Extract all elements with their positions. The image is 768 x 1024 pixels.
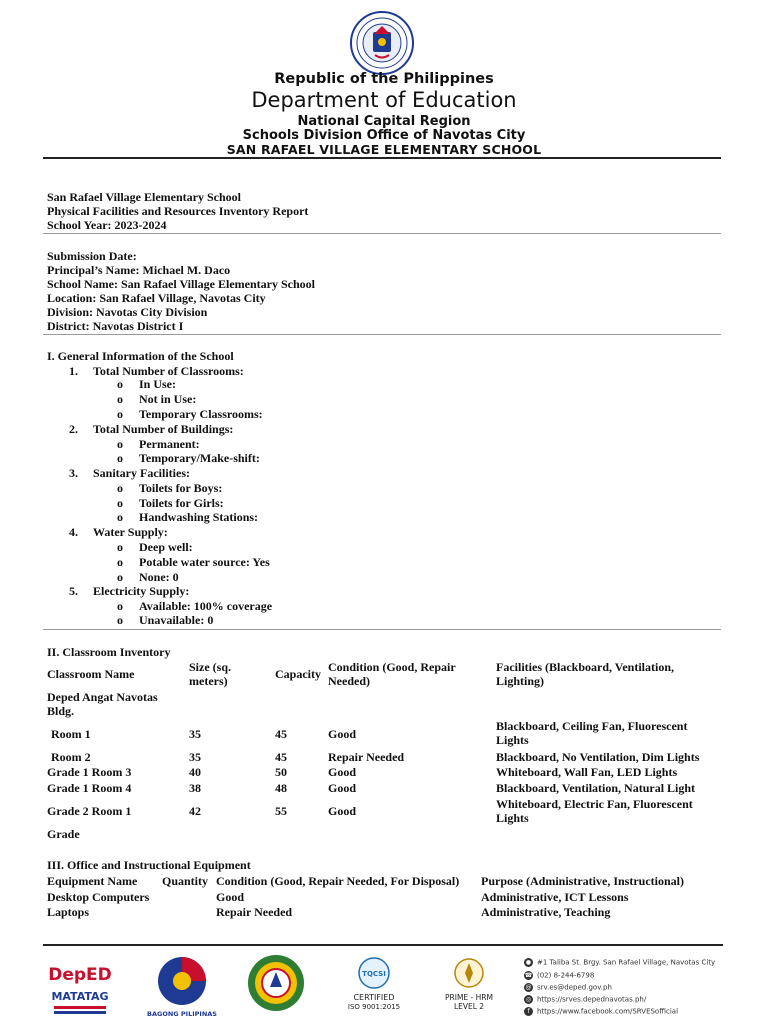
table-cell: Blackboard, No Ventilation, Dim Lights bbox=[496, 750, 700, 764]
sub-item: Handwashing Stations: bbox=[139, 510, 259, 524]
facebook-icon: f bbox=[524, 1007, 533, 1016]
section-divider bbox=[43, 629, 721, 630]
column-header: Purpose (Administrative, Instructional) bbox=[481, 874, 684, 888]
letterhead-school: SAN RAFAEL VILLAGE ELEMENTARY SCHOOL bbox=[226, 142, 542, 157]
table-cell: 55 bbox=[275, 804, 287, 818]
column-header: Size (sq. meters) bbox=[189, 660, 231, 688]
table-group-label: Deped Angat Navotas Bldg. bbox=[47, 690, 158, 718]
bullet-icon: o bbox=[117, 451, 123, 465]
list-item-label: Total Number of Classrooms: bbox=[93, 364, 244, 378]
table-cell: Repair Needed bbox=[216, 905, 293, 919]
table-cell: Grade 1 Room 3 bbox=[47, 765, 132, 779]
table-cell: 35 bbox=[189, 727, 201, 741]
table-cell: Room 2 bbox=[51, 750, 91, 764]
contact-facebook[interactable]: f https://www.facebook.com/SRVESofficial bbox=[524, 1007, 678, 1017]
table-cell: Administrative, Teaching bbox=[481, 905, 611, 919]
web-icon: ◎ bbox=[525, 996, 532, 1003]
prime-line2: LEVEL 2 bbox=[453, 1002, 485, 1011]
sub-item: Toilets for Boys: bbox=[139, 481, 223, 495]
letterhead-republic: Republic of the Philippines bbox=[274, 71, 494, 87]
footer-divider bbox=[43, 944, 723, 946]
sub-item: Not in Use: bbox=[139, 392, 197, 406]
column-header: Capacity bbox=[275, 667, 321, 681]
school-name: School Name: San Rafael Village Elementary School bbox=[47, 277, 315, 291]
sub-item: Unavailable: 0 bbox=[139, 613, 214, 627]
bullet-icon: o bbox=[117, 407, 123, 421]
deped-matatag-logo-icon bbox=[48, 956, 112, 1018]
table-cell: Good bbox=[328, 727, 357, 741]
list-item-label: Electricity Supply: bbox=[93, 584, 190, 598]
phone-icon: ☎ bbox=[524, 972, 533, 979]
letterhead-division-office: Schools Division Office of Navotas City bbox=[242, 128, 526, 143]
table-cell: Grade 1 Room 4 bbox=[47, 781, 132, 795]
tqcsi-name: TQCSI bbox=[362, 970, 386, 978]
tqcsi-iso: ISO 9001:2015 bbox=[347, 1003, 401, 1011]
table-cell: Blackboard, Ventilation, Natural Light bbox=[496, 781, 696, 795]
tqcsi-certified: CERTIFIED bbox=[353, 993, 395, 1002]
section-divider bbox=[43, 233, 721, 234]
table-cell: 45 bbox=[275, 750, 287, 764]
header-divider bbox=[43, 157, 721, 159]
table-cell: 45 bbox=[275, 727, 287, 741]
deped-seal-icon bbox=[346, 10, 418, 76]
bullet-icon: o bbox=[117, 496, 123, 510]
submission-date: Submission Date: bbox=[47, 249, 137, 263]
table-cell: Administrative, ICT Lessons bbox=[481, 890, 629, 904]
bullet-icon: o bbox=[117, 392, 123, 406]
sub-item: Available: 100% coverage bbox=[139, 599, 273, 613]
table-cell: 35 bbox=[189, 750, 201, 764]
navotas-seal-icon bbox=[246, 953, 306, 1013]
section-2-heading: II. Classroom Inventory bbox=[47, 645, 171, 659]
division: Division: Navotas City Division bbox=[47, 305, 208, 319]
sub-item: Deep well: bbox=[139, 540, 193, 554]
section-divider bbox=[43, 334, 721, 335]
location-icon: ● bbox=[525, 959, 532, 966]
report-school-year: School Year: 2023-2024 bbox=[47, 218, 167, 232]
bullet-icon: o bbox=[117, 555, 123, 569]
sub-item: Toilets for Girls: bbox=[139, 496, 224, 510]
list-number: 1. bbox=[69, 364, 78, 378]
column-header: Facilities (Blackboard, Ventilation, Lighting) bbox=[496, 660, 675, 688]
table-cell: Good bbox=[328, 781, 357, 795]
table-cell: Grade bbox=[47, 827, 80, 841]
svg-text:DepED: DepED bbox=[48, 965, 112, 985]
district: District: Navotas District I bbox=[47, 319, 184, 333]
contact-website[interactable]: ◎ https://srves.depednavotas.ph/ bbox=[525, 995, 647, 1004]
bullet-icon: o bbox=[117, 377, 123, 391]
list-number: 3. bbox=[69, 466, 78, 480]
table-cell: Good bbox=[216, 890, 245, 904]
tqcsi-certified-logo-icon bbox=[340, 955, 408, 1017]
svg-text:BAGONG PILIPINAS: BAGONG PILIPINAS bbox=[147, 1010, 217, 1018]
letterhead-region: National Capital Region bbox=[297, 114, 471, 129]
sub-item: Potable water source: Yes bbox=[139, 555, 270, 569]
column-header: Equipment Name bbox=[47, 874, 138, 888]
table-cell: Grade 2 Room 1 bbox=[47, 804, 132, 818]
list-number: 5. bbox=[69, 584, 78, 598]
prime-hrm-logo-icon bbox=[433, 955, 505, 1017]
list-item-label: Water Supply: bbox=[93, 525, 168, 539]
report-school-name: San Rafael Village Elementary School bbox=[47, 190, 241, 204]
column-header: Condition (Good, Repair Needed) bbox=[328, 660, 456, 688]
table-cell: 50 bbox=[275, 765, 287, 779]
bullet-icon: o bbox=[117, 540, 123, 554]
bullet-icon: o bbox=[117, 437, 123, 451]
letterhead-department: Department of Education bbox=[251, 88, 517, 112]
section-3-heading: III. Office and Instructional Equipment bbox=[47, 858, 251, 872]
bullet-icon: o bbox=[117, 510, 123, 524]
table-cell: 42 bbox=[189, 804, 201, 818]
table-cell: Repair Needed bbox=[328, 750, 405, 764]
contact-phone: ☎ (02) 8-244-6798 bbox=[524, 971, 595, 980]
contact-address: ● #1 Taliba St. Brgy. San Rafael Village, Navotas City bbox=[525, 958, 716, 967]
bullet-icon: o bbox=[117, 481, 123, 495]
list-number: 4. bbox=[69, 525, 78, 539]
table-cell: Whiteboard, Electric Fan, Fluorescent Lights bbox=[496, 797, 693, 825]
column-header: Classroom Name bbox=[47, 667, 135, 681]
table-cell: Good bbox=[328, 804, 357, 818]
email-icon: @ bbox=[525, 984, 532, 991]
table-cell: 48 bbox=[275, 781, 287, 795]
bullet-icon: o bbox=[117, 613, 123, 627]
svg-text:MATATAG: MATATAG bbox=[51, 990, 109, 1003]
bullet-icon: o bbox=[117, 599, 123, 613]
sub-item: Temporary Classrooms: bbox=[139, 407, 263, 421]
sub-item: In Use: bbox=[139, 377, 177, 391]
list-item-label: Sanitary Facilities: bbox=[93, 466, 190, 480]
sub-item: Permanent: bbox=[139, 437, 200, 451]
bagong-pilipinas-logo-icon bbox=[147, 953, 217, 1019]
report-title: Physical Facilities and Resources Inventory Report bbox=[47, 204, 309, 218]
table-cell: Good bbox=[328, 765, 357, 779]
section-1-heading: I. General Information of the School bbox=[47, 349, 234, 363]
table-cell: Laptops bbox=[47, 905, 90, 919]
contact-email: @ srv.es@deped.gov.ph bbox=[525, 983, 612, 992]
table-cell: Whiteboard, Wall Fan, LED Lights bbox=[496, 765, 678, 779]
table-cell: 40 bbox=[189, 765, 201, 779]
location: Location: San Rafael Village, Navotas City bbox=[47, 291, 266, 305]
prime-line1: PRIME - HRM bbox=[445, 993, 493, 1002]
table-cell: Desktop Computers bbox=[47, 890, 150, 904]
table-cell: Room 1 bbox=[51, 727, 91, 741]
column-header: Quantity bbox=[162, 874, 209, 888]
list-item-label: Total Number of Buildings: bbox=[93, 422, 234, 436]
table-cell: Blackboard, Ceiling Fan, Fluorescent Lights bbox=[496, 719, 688, 747]
column-header: Condition (Good, Repair Needed, For Disposal) bbox=[216, 874, 460, 888]
sub-item: None: 0 bbox=[139, 570, 179, 584]
sub-item: Temporary/Make-shift: bbox=[139, 451, 260, 465]
table-cell: 38 bbox=[189, 781, 201, 795]
bullet-icon: o bbox=[117, 570, 123, 584]
principal-name: Principal’s Name: Michael M. Daco bbox=[47, 263, 231, 277]
list-number: 2. bbox=[69, 422, 78, 436]
